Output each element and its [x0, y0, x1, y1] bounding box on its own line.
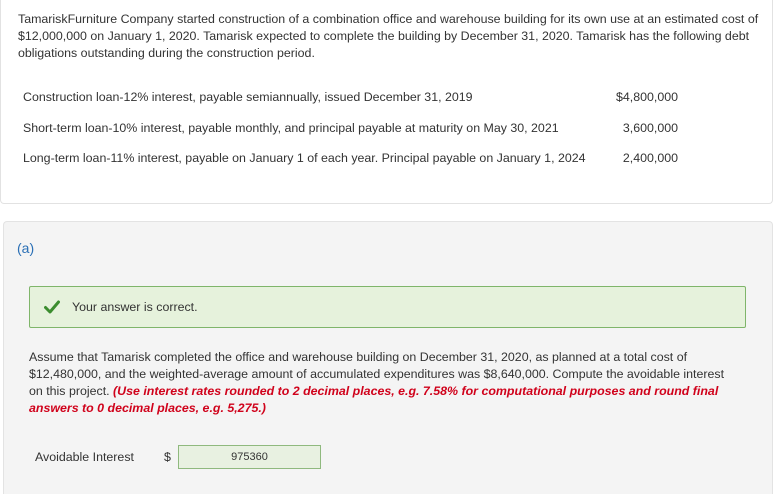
question-text [29, 349, 741, 417]
part-a-panel [3, 221, 773, 494]
problem-intro-text: TamariskFurniture Company started construction of a combination office and warehouse building for its own use at an estimated cost of $12,000,000 on January 1, 2020. Tamarisk expected to complete the building by December 31, 2020. Tamarisk has the following debt obligations outstanding during the construction period. [18, 12, 759, 60]
loan-amount: 3,600,000 [622, 121, 678, 135]
question-body: Assume that Tamarisk completed the office and warehouse building on December 31, 2020, as planned at a total cost of $12,480,000, and the weighted-average amount of accumulated expenditures was $8,640,000. Compute the avoidable interest on this project. [29, 350, 725, 398]
loan-row-short-term [23, 119, 683, 137]
loan-description: Short-term loan-10% interest, payable monthly, and principal payable at maturity on May 30, 2021 [23, 121, 559, 135]
currency-symbol: $ [164, 450, 171, 464]
part-label: (a) [17, 240, 35, 256]
problem-statement-panel [0, 0, 773, 204]
loan-row-long-term [23, 149, 683, 167]
avoidable-interest-input[interactable]: 975360 [178, 445, 321, 469]
avoidable-interest-label: Avoidable Interest [35, 450, 134, 464]
loan-amount: $4,800,000 [615, 90, 678, 104]
feedback-text: Your answer is correct. [72, 300, 198, 314]
rounding-instruction: (Use interest rates rounded to 2 decimal places, e.g. 7.58% for computational purposes and round final answers to 0 decimal places, e.g. 5,275.) [29, 384, 719, 415]
loan-description: Construction loan-12% interest, payable semiannually, issued December 31, 2019 [23, 90, 473, 104]
loan-amount: 2,400,000 [622, 151, 678, 165]
loan-row-construction [23, 88, 683, 106]
loan-description: Long-term loan-11% interest, payable on January 1 of each year. Principal payable on January 1, 2024 [23, 151, 586, 165]
feedback-correct-banner [29, 286, 746, 328]
check-icon [44, 300, 60, 314]
